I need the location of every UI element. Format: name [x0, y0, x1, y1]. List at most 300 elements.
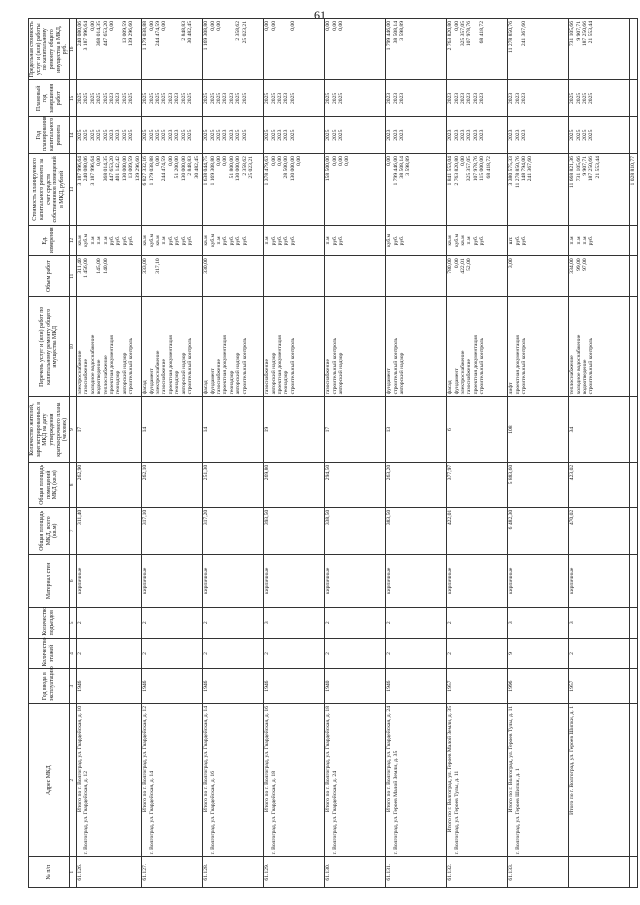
cell-line: 1 169 308,80: [203, 21, 210, 51]
cell-line: п.м: [102, 236, 109, 245]
address-text: г. Волгоград, ул. Героев Шипки, д. 1: [514, 768, 521, 855]
cell-lines: [454, 156, 493, 223]
table-cell: 3: [569, 607, 630, 638]
cell-line: 731 105,66: [569, 21, 576, 47]
column-number-row: [69, 19, 76, 888]
cell-line: 9 907,71: [575, 21, 582, 41]
cell-line: 145,00: [96, 258, 103, 274]
address-text: г. Волгоград, ул. Гвардейская, д. 24: [331, 771, 338, 855]
column-number-cell: 5: [69, 607, 76, 638]
cell-line: 3 598,89: [398, 21, 405, 41]
cell-line: 2023: [276, 129, 283, 141]
cell-line: кв.м: [459, 235, 466, 246]
empty-cell: [630, 669, 637, 704]
cell-line: 2023: [167, 92, 174, 104]
table-cell-list: [569, 256, 630, 297]
cell-line: 368 014,35: [96, 21, 103, 47]
cell-line: 2025: [203, 129, 210, 141]
cell-line: 0,00: [459, 156, 466, 166]
table-cell-list: [569, 19, 630, 80]
table-cell-list: [447, 117, 508, 154]
cell-line: кв.м: [142, 235, 149, 246]
cell-line: водоотведение: [581, 359, 588, 395]
cell-line: руб.: [337, 235, 344, 246]
table-cell: 61.131.: [386, 857, 447, 888]
cell-line: 2023: [472, 92, 479, 104]
table-cell-list: [142, 80, 203, 117]
cell-line: авторский надзор: [270, 352, 277, 395]
table-cell: 393,50: [264, 507, 325, 554]
cell-lines: [203, 119, 248, 151]
cell-line: 2025: [581, 129, 588, 141]
cell-line: 2023: [514, 129, 521, 141]
table-cell-list: [508, 225, 569, 256]
table-cell-list: [264, 154, 325, 226]
cell-line: 0,00: [270, 21, 277, 31]
object-total-cost: 6 827 332,16: [142, 156, 149, 186]
table-cell-list: [447, 80, 508, 117]
cell-line: 241 367,60: [527, 156, 534, 182]
table-header-row: [29, 19, 70, 888]
table-cell: 1946: [203, 669, 264, 704]
cell-lines: [203, 258, 248, 294]
cell-line: 2023: [283, 129, 290, 141]
cell-lines: [447, 258, 486, 294]
empty-cell: [630, 397, 637, 462]
cell-line: холодное водоснабжение: [575, 334, 582, 395]
table-cell-list: [142, 256, 203, 297]
address-text: г. Волгоград, ул. Гвардейская, д. 16: [209, 771, 216, 855]
address-cell: [569, 704, 630, 857]
cell-line: 330,00: [203, 258, 210, 274]
table-cell: кирпичные: [386, 554, 447, 607]
cell-lines: [77, 21, 135, 77]
table-cell-list: [386, 154, 447, 226]
table-row: [203, 19, 264, 888]
cell-line: 0,00: [89, 21, 96, 31]
cell-line: 2025: [325, 129, 332, 141]
table-cell-list: [203, 80, 264, 117]
total-label: Итого по г. Волгоград, ул. Гвардейская, д. 12: [142, 706, 149, 813]
object-total-cost: 1 378 479,63: [264, 156, 271, 186]
cell-line: руб.: [283, 235, 290, 246]
cell-line: 317,10: [154, 258, 161, 274]
cell-lines: [332, 156, 351, 223]
cell-line: 2023: [174, 92, 181, 104]
table-cell: 317,20: [203, 507, 264, 554]
total-label: Итого по г. Волгоград, ул. Гвардейская, д. 14: [203, 706, 210, 813]
cell-line: шт.: [508, 236, 515, 245]
cell-line: 2025: [121, 129, 128, 141]
column-number-cell: 6: [69, 554, 76, 607]
table-cell: 17: [325, 397, 386, 462]
cell-line: 11 278 850,76: [514, 156, 521, 189]
header-cell: Количество этажей: [29, 638, 70, 669]
cell-line: 0,00: [331, 21, 338, 31]
cell-line: 2025: [569, 129, 576, 141]
cell-lines: [77, 258, 135, 294]
cell-line: 97,00: [581, 258, 588, 271]
cell-line: 2025: [588, 92, 595, 104]
table-cell: 2: [569, 638, 630, 669]
cell-line: 68 418,72: [485, 156, 492, 179]
cell-line: руб.: [241, 235, 248, 246]
cell-line: п.м: [161, 236, 168, 245]
cell-line: электроснабжение: [76, 350, 83, 395]
cell-line: 2023: [167, 129, 174, 141]
address-cell: [203, 704, 264, 857]
column-number-cell: 1: [69, 857, 76, 888]
address-cell: [76, 704, 141, 857]
cell-line: 1 169 308,80: [209, 156, 216, 186]
cell-line: 240 080,06: [76, 21, 83, 47]
capital-repair-table: [28, 18, 638, 888]
cell-lines: [264, 299, 296, 394]
cell-line: 2025: [128, 129, 135, 141]
cell-line: 2023: [228, 92, 235, 104]
table-cell-list: [386, 256, 447, 297]
cell-line: 2025: [96, 92, 103, 104]
cell-lines: [264, 228, 296, 254]
empty-cell: [630, 80, 637, 117]
cell-line: 2023: [479, 129, 486, 141]
cell-line: фундамент: [209, 368, 216, 395]
column-number-cell: 7: [69, 507, 76, 554]
cell-line: 2025: [581, 92, 588, 104]
cell-line: 2023: [115, 129, 122, 141]
column-number-cell: 13: [69, 154, 76, 226]
cell-line: 0,00: [289, 21, 296, 31]
header-cell: Год ввода в эксплуатацию: [29, 669, 70, 704]
cell-line: геонадзор: [115, 370, 122, 395]
cell-line: 0,00: [270, 156, 277, 166]
table-cell-list: [142, 117, 203, 154]
cell-line: руб.: [520, 235, 527, 246]
table-cell: 251,30: [203, 462, 264, 507]
cell-line: 52,00: [466, 258, 473, 271]
total-label: Итого по г. Волгоград, ул. Гвардейская, д. 16: [264, 706, 271, 813]
cell-line: 2023: [222, 92, 229, 104]
cell-line: 1 456,00: [83, 258, 90, 278]
cell-line: 115 000,00: [479, 156, 486, 182]
table-cell-list: [325, 225, 386, 256]
cell-line: п.м: [581, 236, 588, 245]
address-text: г. Волгоград, ул. Гвардейская, д. 18: [270, 771, 277, 855]
cell-line: водоотведение: [96, 359, 103, 395]
cell-line: 2023: [447, 129, 454, 141]
cell-line: 3,00: [508, 258, 515, 269]
object-total-cost: 158 500,00: [325, 156, 332, 182]
table-row: [386, 19, 447, 888]
cell-line: 11 278 850,76: [508, 21, 515, 53]
cell-line: 0,00: [161, 21, 168, 31]
cell-line: 2023: [392, 129, 399, 141]
cell-line: руб.: [167, 235, 174, 246]
cell-line: авторский надзор: [398, 352, 405, 395]
cell-lines: [508, 228, 527, 254]
table-cell-list: [508, 154, 569, 226]
cell-lines: [77, 228, 135, 254]
cell-line: 0,00: [453, 21, 460, 31]
cell-lines: [447, 21, 486, 77]
table-cell: 1946: [76, 669, 141, 704]
cell-line: 107 978,76: [472, 156, 479, 182]
cell-line: 240 080,06: [83, 156, 90, 182]
cell-line: 2025: [161, 92, 168, 104]
table-cell-list: [203, 154, 264, 226]
cell-line: 2023: [508, 129, 515, 141]
cell-lines: [508, 119, 527, 151]
table-cell: 14: [203, 397, 264, 462]
table-cell-list: [264, 80, 325, 117]
header-cell: Перечень услуг и (или) работ по капитальному ремонту общего имущества МКД: [29, 297, 70, 397]
cell-lines: [264, 258, 296, 294]
table-row: [447, 19, 508, 888]
cell-line: руб.: [472, 235, 479, 246]
column-number-cell: 14: [69, 117, 76, 154]
cell-line: газоснабжение: [161, 359, 168, 395]
cell-line: 2025: [331, 129, 338, 141]
cell-line: 99,00: [575, 258, 582, 271]
cell-line: 2023: [508, 92, 515, 104]
table-cell: 1946: [264, 669, 325, 704]
cell-lines: [569, 119, 595, 151]
table-cell: 2: [142, 638, 203, 669]
cell-line: 2025: [121, 92, 128, 104]
cell-line: электроснабжение: [154, 350, 161, 395]
cell-line: геонадзор: [228, 370, 235, 395]
table-row: [264, 19, 325, 888]
table-cell: 2: [142, 607, 203, 638]
cell-line: 2025: [187, 92, 194, 104]
cell-lines: [325, 21, 344, 77]
cell-line: 0,00: [215, 21, 222, 31]
table-cell: 61.132.: [447, 857, 508, 888]
cell-lines: [508, 299, 527, 394]
cell-line: 140,00: [102, 258, 109, 274]
cell-line: руб.: [514, 235, 521, 246]
column-number-cell: 4: [69, 638, 76, 669]
cell-line: 25 023,21: [241, 21, 248, 44]
cell-line: 2025: [102, 129, 109, 141]
cell-line: 139 296,60: [134, 156, 141, 182]
table-cell: кирпичные: [508, 554, 569, 607]
object-total-cost: 1 638 044,75: [203, 156, 210, 186]
table-row: [569, 19, 630, 888]
cell-line: 2025: [337, 92, 344, 104]
cell-lines: [149, 156, 200, 223]
table-cell: 19: [264, 397, 325, 462]
cell-line: 3 598,89: [405, 156, 412, 176]
cell-line: 2023: [453, 129, 460, 141]
empty-cell: [630, 857, 637, 888]
table-cell: 61.127.: [142, 857, 203, 888]
cell-line: 30 482,45: [193, 156, 200, 179]
table-cell: 2: [386, 607, 447, 638]
cell-line: 0,00: [154, 156, 161, 166]
cell-line: фундамент: [148, 368, 155, 395]
table-cell-list: [203, 117, 264, 154]
cell-line: 2025: [180, 92, 187, 104]
empty-cell: [630, 554, 637, 607]
cell-lines: [447, 119, 486, 151]
cell-line: [128, 258, 134, 294]
empty-cell: [630, 256, 637, 297]
cell-line: строительный контроль: [128, 337, 135, 395]
header-cell: Адрес МКД: [29, 704, 70, 857]
table-cell: кирпичные: [569, 554, 630, 607]
cell-line: 2023: [459, 92, 466, 104]
cell-line: 2025: [569, 92, 576, 104]
table-cell: 1 028 810,77: [630, 154, 637, 226]
cell-line: 2023: [466, 129, 473, 141]
table-cell: 2: [203, 638, 264, 669]
header-cell: Материал стен: [29, 554, 70, 607]
cell-line: куб.м: [83, 233, 90, 248]
table-cell: 1946: [142, 669, 203, 704]
cell-line: руб.: [121, 235, 128, 246]
table-cell: 311,40: [76, 507, 141, 554]
table-row: [508, 19, 569, 888]
cell-line: строительный контроль: [187, 337, 194, 395]
cell-line: 2023: [453, 92, 460, 104]
cell-line: строительный контроль: [588, 337, 595, 395]
cell-line: 780,00: [447, 258, 454, 274]
table-cell: 2: [203, 607, 264, 638]
cell-lines: [142, 119, 193, 151]
final-total-row: [630, 19, 637, 888]
cell-line: фасад: [142, 380, 149, 395]
cell-line: 2025: [575, 92, 582, 104]
cell-line: 447 653,20: [102, 21, 109, 47]
cell-line: 2025: [76, 129, 83, 141]
cell-line: строительный контроль: [241, 337, 248, 395]
address-text: г. Волгоград, ул. Гвардейская, д. 12: [83, 771, 90, 855]
table-cell-list: [569, 225, 630, 256]
cell-line: 2025: [235, 129, 242, 141]
cell-lines: [325, 228, 344, 254]
object-total-cost: 0,00: [386, 156, 393, 166]
cell-line: 2025: [337, 129, 344, 141]
cell-line: 0,00: [222, 156, 229, 166]
cell-line: 2023: [109, 92, 116, 104]
table-cell: [569, 857, 630, 888]
cell-line: газоснабжение: [215, 359, 222, 395]
cell-line: 0,00: [148, 21, 155, 31]
column-number-cell: 8: [69, 462, 76, 507]
total-label: Итого по г. Волгоград, ул. Героев Малой Земли, д. 35: [447, 706, 454, 833]
table-cell: кирпичные: [142, 554, 203, 607]
table-cell: 1940: [325, 669, 386, 704]
cell-line: 2025: [289, 92, 296, 104]
table-cell: 269,80: [264, 462, 325, 507]
cell-lines: [447, 299, 486, 394]
table-cell-list: [386, 117, 447, 154]
cell-line: 51 800,00: [228, 156, 235, 179]
table-cell-list: [142, 154, 203, 226]
cell-line: 2025: [270, 129, 277, 141]
empty-cell: [630, 19, 637, 80]
table-cell-list: [325, 80, 386, 117]
cell-line: п.м: [325, 236, 332, 245]
empty-cell: [630, 225, 637, 256]
cell-line: руб.: [187, 235, 194, 246]
cell-line: 2025: [89, 92, 96, 104]
cell-line: 148 794,00: [520, 156, 527, 182]
header-cell: Общая площадь помещений МКД (кв.м): [29, 462, 70, 507]
cell-line: проектная документация: [109, 335, 116, 395]
table-cell-list: [264, 117, 325, 154]
cell-line: кв.м: [154, 235, 161, 246]
cell-line: 2 848,83: [180, 21, 187, 41]
cell-line: 2023: [392, 92, 399, 104]
cell-lines: [569, 299, 595, 394]
cell-line: 731 105,66: [575, 156, 582, 182]
cell-line: 0,00: [344, 156, 351, 166]
table-cell-list: [76, 80, 141, 117]
column-number-cell: 10: [69, 297, 76, 397]
cell-line: 244 474,59: [154, 21, 161, 47]
table-cell-list: [264, 225, 325, 256]
cell-line: 0,00: [453, 258, 460, 269]
cell-line: газоснабжение: [264, 359, 271, 395]
total-label: Итого по г. Волгоград, ул. Героев Тулы, д. 11: [508, 706, 515, 813]
cell-line: газоснабжение: [325, 359, 332, 395]
table-cell: кирпичные: [203, 554, 264, 607]
cell-line: 2025: [325, 92, 332, 104]
cell-line: 130 000,00: [121, 156, 128, 182]
cell-line: строительный контроль: [520, 337, 527, 395]
cell-lines: [203, 82, 248, 114]
cell-line: п.м: [466, 236, 473, 245]
cell-lines: [203, 228, 248, 254]
cell-line: 3 187 996,64: [83, 21, 90, 51]
table-cell-list: [569, 80, 630, 117]
cell-lines: [386, 228, 405, 254]
table-cell-list: [386, 297, 447, 397]
table-cell: 383,50: [386, 507, 447, 554]
cell-line: 325 357,05: [466, 156, 473, 182]
cell-line: 1 799 446,00: [386, 21, 393, 51]
cell-line: руб.: [289, 235, 296, 246]
cell-line: [290, 258, 296, 294]
cell-line: 2 358,62: [241, 156, 248, 176]
cell-lines: [77, 119, 135, 151]
cell-line: 2025: [96, 129, 103, 141]
cell-line: газоснабжение: [466, 359, 473, 395]
table-cell-list: [386, 19, 447, 80]
cell-line: 2025: [270, 92, 277, 104]
cell-line: 0,00: [331, 156, 338, 166]
cell-line: 2023: [459, 129, 466, 141]
table-cell-list: [264, 297, 325, 397]
table-cell: 2: [76, 607, 141, 638]
cell-line: [187, 258, 193, 294]
cell-lines: [447, 82, 486, 114]
cell-line: куб.м: [386, 233, 393, 248]
cell-line: 1 179 038,88: [142, 21, 149, 51]
object-total-cost: 3 380 575,33: [508, 156, 515, 186]
table-cell-list: [508, 19, 569, 80]
table-cell: 108: [508, 397, 569, 462]
cell-line: проектная документация: [276, 335, 283, 395]
header-cell: Количество жителей, зарегистрированных в МКД на дату утверждения краткосрочного плана (человек): [29, 397, 70, 462]
page-number: 61: [314, 8, 326, 22]
cell-lines: [325, 119, 344, 151]
cell-line: 2023: [115, 92, 122, 104]
cell-line: 2025: [241, 129, 248, 141]
table-cell: 1946: [386, 669, 447, 704]
